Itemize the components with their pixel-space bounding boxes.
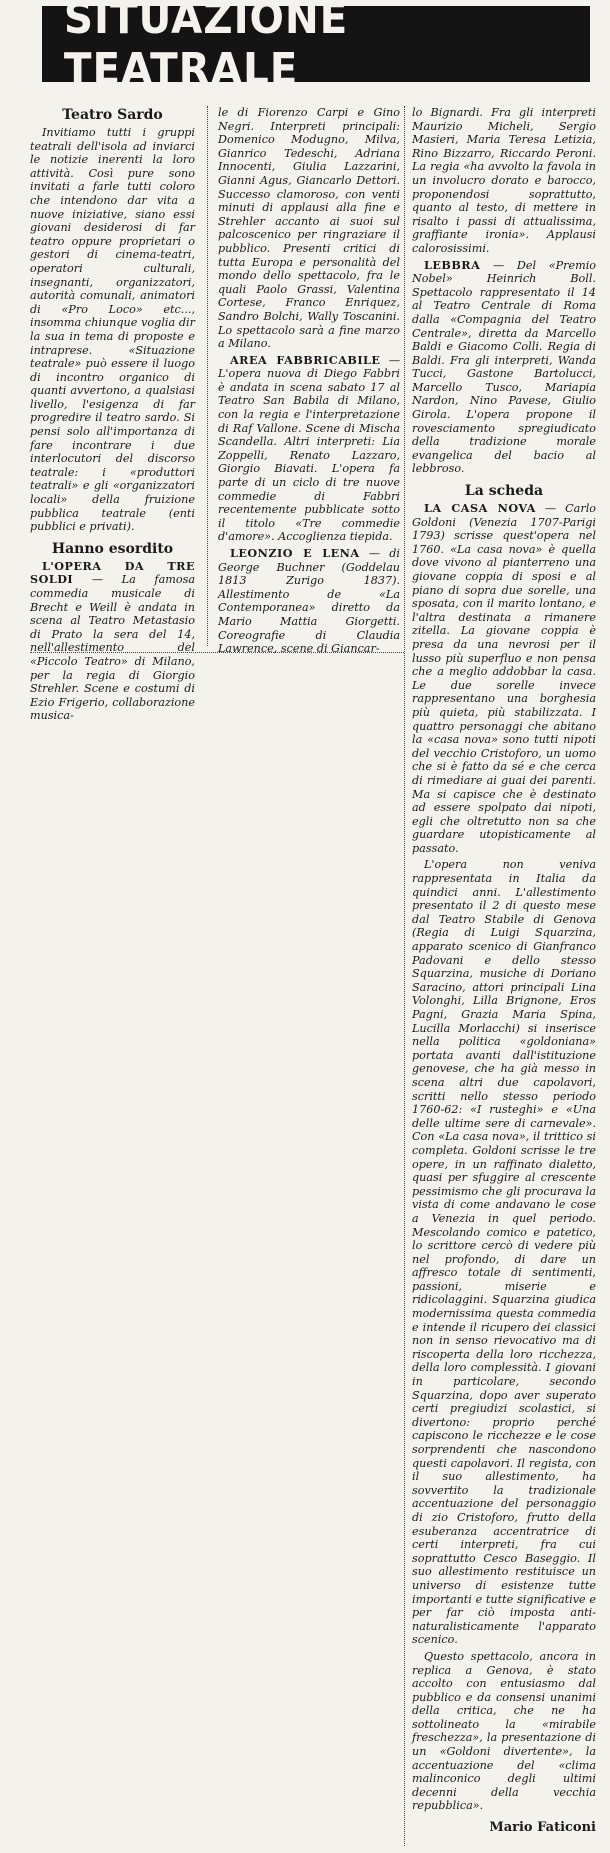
review-body: — L'opera nuova di Diego Fabbri è andata in scena sabato 17 al Teatro San Babila di Milano, con la regia e l'interpretazione di Raf Vallone. Scene di Mischa Scandella. Altri interpreti: Lia Zoppelli, Renato Lazzaro, Giorgio Biavati. L'opera fa parte di un ciclo di tre nuove commedie di Fabbri recentemente pubblicate sotto il titolo «Tre commedie d'amore». Accoglienza tiepida. xyxy=(218,353,400,544)
review-lead-title: LEONZIO E LENA xyxy=(230,546,360,560)
continued-paragraph: le di Fiorenzo Carpi e Gino Negri. Interpreti principali: Domenico Modugno, Milva, Gianrico Tedeschi, Adriana Innocenti, Giulia Lazzarini, Gianni Agus, Giancarlo Dettori. Successo clamoroso, con venti minuti di applausi alla fine e Strehler accanto ai suoi sul palcoscenico per ringraziare il pubblico. Presenti critici di tutta Europa e personalità del mondo dello spettacolo, fra le quali Paolo Grassi, Valentina Cortese, Franco Enriquez, Sandro Bolchi, Wally Toscanini. Lo spettacolo sarà a fine marzo a Milano. xyxy=(218,106,400,351)
section-heading-la-scheda: La scheda xyxy=(464,483,544,500)
section-divider xyxy=(30,652,404,653)
intro-paragraph: Invitiamo tutti i gruppi teatrali dell'isola ad inviarci le notizie inerenti la loro attività. Così pure sono invitati a farle tutti coloro che intendono dar vita a nuove iniziative, siano essi giovani desiderosi di far teatro oppure proprietari o gestori di cinema-teatri, operatori culturali, insegnanti, organizzatori, autorità comunali, animatori di «Pro Loco» etc..., insomma chiunque voglia dir la sua in tema di proposte e intraprese. «Situazione teatrale» può essere il luogo di incontro organico di quanti avvertono, a qualsiasi livello, l'esigenza di far progredire il teatro sardo. Si pensi solo all'importanza di fare incontrare i due interlocutori del discorso teatrale: i «produttori teatrali» e gli «organizzatori locali» della fruizione pubblica teatrale (enti pubblici e privati). xyxy=(30,126,195,534)
page-title-text: SITUAZIONE TEATRALE xyxy=(63,0,349,95)
continued-paragraph: lo Bignardi. Fra gli interpreti Maurizio Micheli, Sergio Masieri, Maria Teresa Letizia, Rino Bizzarro, Riccardo Peroni. La regia «ha avvolto la favola in un involucro dorato e barocco, proponendosi soprattutto, quanto al testo, di mettere in risalto i passi di attualissima, graffiante ironia». Applausi calorosissimi. xyxy=(412,106,596,255)
column-divider-2 xyxy=(404,106,405,1846)
section-heading-teatro-sardo: Teatro Sardo xyxy=(62,107,163,123)
scheda-paragraph-2: L'opera non veniva rappresentata in Italia da quindici anni. L'allestimento presentato il 2 di questo mese dal Teatro Stabile di Genova (Regia di Luigi Squarzina, apparato scenico di Gianfranco Padovani e dello stesso Squarzina, musiche di Doriano Saracino, attori principali Lina Volonghi, Lilla Brignone, Eros Pagni, Grazia Maria Spina, Lucilla Morlacchi) si inserisce nella politica «goldoniana» portata avanti dall'istituzione genovese, che ha già messo in scena altri due capolavori, scritti nello stesso periodo 1760-62: «I rusteghi» e «Una delle ultime sere di carnevale». Con «La casa nova», il trittico si completa. Goldoni scrisse le tre opere, in un raffinato dialetto, quasi per sfuggire al crescente pessimismo che gli procurava la vista di come andavano le cose a Venezia in quel periodo. Mescolando comico e patetico, lo scrittore cercò di vedere più nel profondo, di dare un affresco totale di sentimenti, passioni, miserie e ridicolaggini. Squarzina giudica modernissima questa commedia e intende il ricupero dei classici non in senso rievocativo ma di riscoperta della loro ricchezza, della loro complessità. I giovani in particolare, secondo Squarzina, dopo aver superato certi pregiudizi scolastici, si divertono: proprio perché capiscono le ricchezze e le cose sorprendenti che nascondono questi capolavori. Il regista, con il suo allestimento, ha sovvertito la tradizionale accentuazione del personaggio di zio Cristoforo, frutto della esuberanza accentratrice di certi interpreti, fra cui soprattutto Cesco Baseggio. Il suo allestimento restituisce un universo di esistenze tutte importanti e tutte significative e per far ciò imposta anti-naturalisticamente l'apparato scenico. xyxy=(412,858,596,1647)
review-body: — La famosa commedia musicale di Brecht e Weill è andata in scena al Teatro Metastasio di Prato la sera del 14, nell'allestimento del «Piccolo Teatro» di Milano, per la regia di Giorgio Strehler. Scene e costumi di Ezio Frigerio, collaborazione musica- xyxy=(30,573,195,723)
column-2 xyxy=(218,106,400,656)
review-body: — Del «Premio Nobel» Heinrich Boll. Spettacolo rappresentato il 14 al Teatro Centrale di Roma dalla «Compagnia del Teatro Centrale», diretta da Marcello Baldi e Giacomo Colli. Regia di Baldi. Fra gli interpreti, Wanda Tucci, Gastone Bartolucci, Marcello Tusco, Mariapia Nardon, Nino Pavese, Giulio Girola. L'opera propone il rovesciamento spregiudicato della tradizione morale evangelica del bacio al lebbroso. xyxy=(412,258,597,476)
review-leonzio-e-lena xyxy=(218,547,400,656)
column-divider-1 xyxy=(207,106,208,646)
review-body: — di George Buchner (Goddelau 1813 Zurigo 1837). Allestimento de «La Contemporanea» diretto da Mario Mattia Giorgetti. Coreografie di Claudia Lawrence, scene di Giancar- xyxy=(218,547,400,656)
scheda-paragraph-3: Questo spettacolo, ancora in replica a Genova, è stato accolto con entusiasmo dal pubblico e da consensi unanimi della critica, che ne ha sottolineato la «mirabile freschezza», la presentazione di un «Goldoni divertente», la accentuazione del «clima malinconico degli ultimi decenni della vecchia repubblica». xyxy=(412,1649,596,1813)
section-heading-hanno-esordito: Hanno esordito xyxy=(51,540,174,557)
scheda-lead-title: LA CASA NOVA xyxy=(424,501,536,516)
review-area-fabbricabile xyxy=(218,354,400,544)
scheda-casa-nova xyxy=(412,502,596,855)
author-byline: Mario Faticoni xyxy=(489,1820,596,1836)
review-lead-title: LEBBRA xyxy=(424,257,481,272)
review-opera-tre-soldi xyxy=(30,560,195,723)
page-title xyxy=(42,0,590,95)
review-lead-title: L'OPERA DA TRE SOLDI xyxy=(30,558,195,587)
review-lead-title: AREA FABBRICABILE xyxy=(230,352,381,367)
column-3 xyxy=(412,106,596,1851)
column-1 xyxy=(30,106,195,723)
scheda-body: — Carlo Goldoni (Venezia 1707-Parigi 1793) scrisse quest'opera nel 1760. «La casa nova» è quella dove vivono al pianterreno una giovane coppia di sposi e al piano di sopra due sorelle, una sposata, con il marito lontano, e l'altra destinata a rimanere zitella. La giovane coppia è presa da una nevrosi per il lusso più superfluo e non pensa che a meglio addobbar la casa. Le due sorelle invece rappresentano una borghesia più quieta, più stabilizzata. I quattro personaggi che abitano la «casa nova» sono tutti nipoti del vecchio Cristoforo, un uomo che si è fatto da sé e che cerca di rimediare ai guai dei parenti. Ma si capisce che è destinato ad essere spolpato dai nipoti, egli che oltretutto non sa che guardare utopisticamente al passato. xyxy=(412,502,597,855)
review-lebbra xyxy=(412,259,596,477)
